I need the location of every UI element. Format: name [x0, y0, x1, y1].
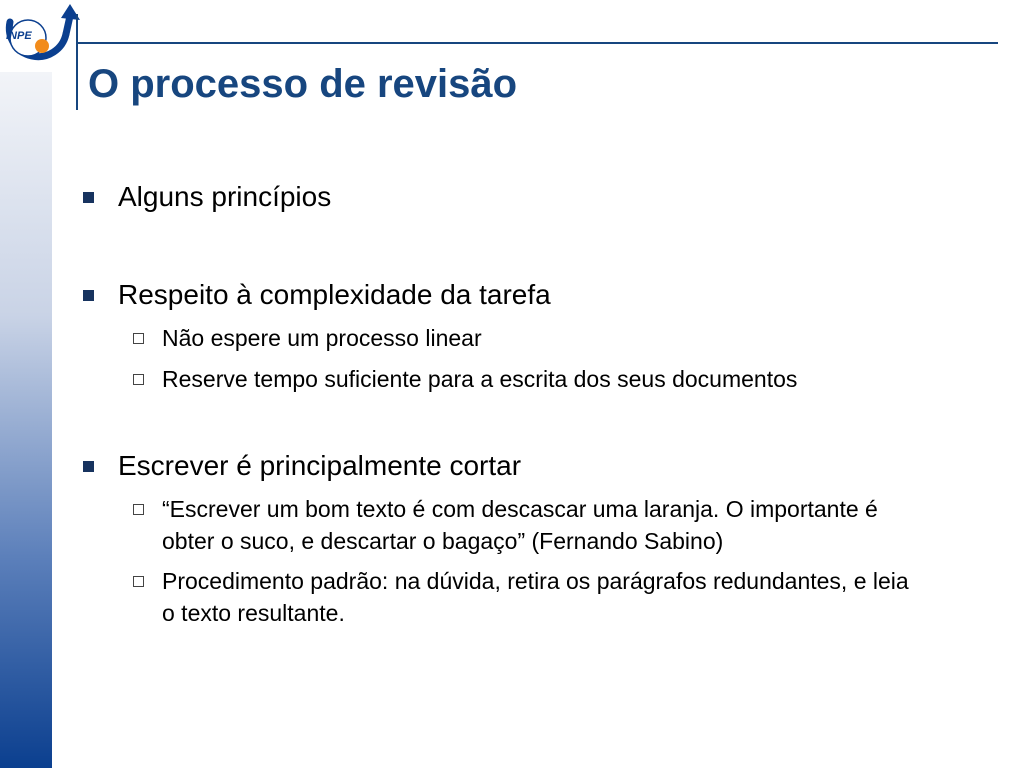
sub-list-item [80, 363, 980, 395]
sub-list-item [80, 565, 922, 629]
slide-title: O processo de revisão [88, 62, 518, 106]
sub-list-item [80, 493, 922, 557]
square-bullet-icon [83, 192, 94, 203]
list-item [80, 447, 980, 485]
square-bullet-icon [83, 461, 94, 472]
hollow-square-bullet-icon [133, 333, 144, 344]
logo-text: INPE [6, 30, 32, 42]
list-item-text: Escrever é principalmente cortar [118, 450, 522, 481]
sub-list-item-text: Reserve tempo suficiente para a escrita dos seus documentos [162, 366, 798, 392]
inpe-logo [0, 0, 86, 72]
list-item-text: Alguns princípios [118, 181, 332, 212]
hollow-square-bullet-icon [133, 374, 144, 385]
hollow-square-bullet-icon [133, 576, 144, 587]
sub-list-item-text: Não espere um processo linear [162, 325, 482, 351]
sub-list-item-text: “Escrever um bom texto é com descascar uma laranja. O importante é obter o suco, e descartar o bagaço” (Fernando Sabino) [162, 496, 878, 554]
vertical-rule [76, 14, 78, 110]
sub-list-item-text: Procedimento padrão: na dúvida, retira os parágrafos redundantes, e leia o texto resultante. [162, 568, 909, 626]
horizontal-rule [76, 42, 998, 44]
list-item [80, 276, 980, 314]
sub-list-item [80, 322, 980, 354]
list-item-text: Respeito à complexidade da tarefa [118, 279, 551, 310]
bullet-list [80, 178, 980, 629]
square-bullet-icon [83, 290, 94, 301]
hollow-square-bullet-icon [133, 504, 144, 515]
side-gradient-band [0, 72, 52, 768]
list-item [80, 178, 980, 216]
